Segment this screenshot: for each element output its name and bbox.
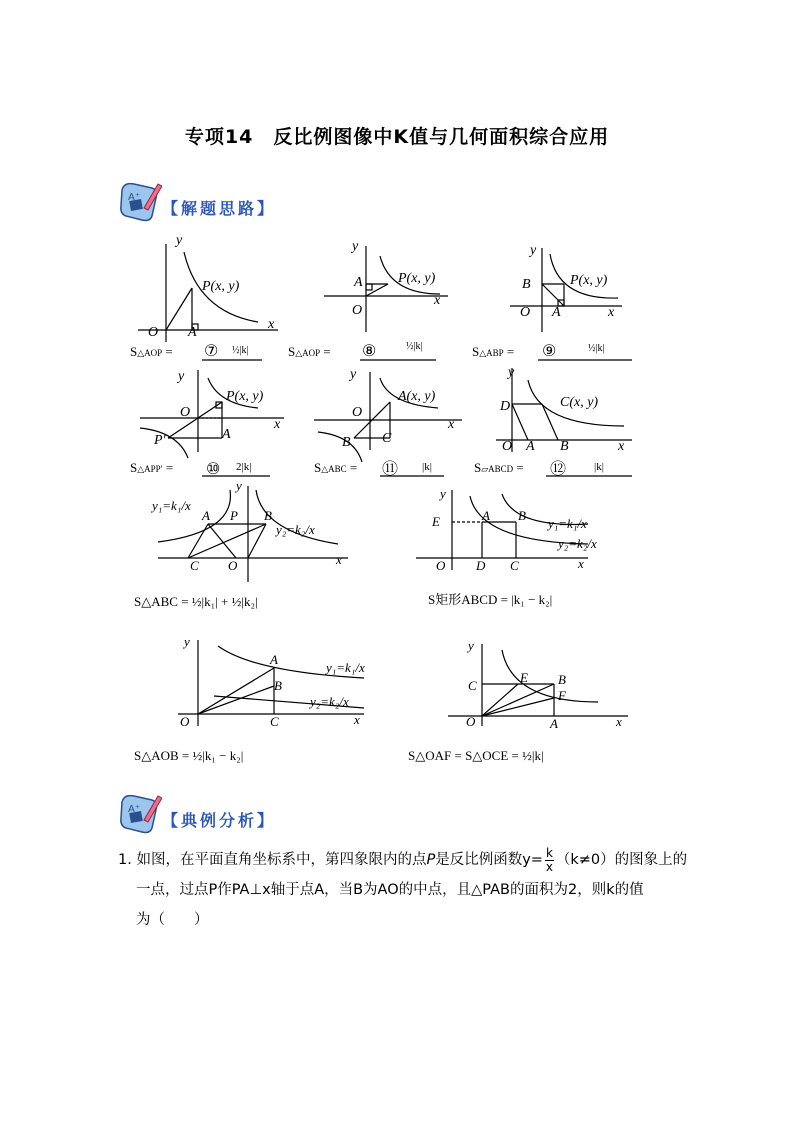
svg-text:y: y — [468, 638, 474, 653]
svg-text:C: C — [190, 558, 199, 573]
svg-text:y₂=k₂/x: y₂=k₂/x — [310, 694, 349, 709]
svg-text:x: x — [608, 305, 615, 320]
answer-f4: 2|k| — [236, 461, 252, 473]
svg-text:x: x — [336, 552, 342, 567]
svg-text:y: y — [176, 233, 183, 248]
figure-5 — [314, 367, 462, 478]
svg-text:A(x, y): A(x, y) — [398, 389, 436, 404]
svg-text:C: C — [510, 558, 519, 573]
svg-text:B: B — [518, 508, 526, 523]
num-f6: ⑫ — [550, 461, 567, 478]
y-equals: y= — [522, 852, 543, 868]
question-line-1 — [118, 845, 688, 875]
svg-text:y: y — [508, 365, 515, 380]
figure-2 — [288, 239, 448, 360]
svg-text:E: E — [520, 670, 528, 685]
svg-text:P(x, y): P(x, y) — [226, 389, 264, 404]
svg-text:A: A — [202, 508, 210, 523]
svg-text:x: x — [268, 317, 275, 332]
section-label: 【解题思路】 — [162, 199, 277, 218]
num-f2: ⑧ — [362, 343, 377, 360]
svg-text:y₂=k₂/x: y₂=k₂/x — [558, 536, 597, 551]
num-f4: ⑩ — [206, 461, 221, 478]
svg-text:P(x, y): P(x, y) — [202, 279, 240, 294]
question-line-2: 一点，过点P作PA⊥x轴于点A，当B为AO的中点，且△PAB的面积为2，则k的值 — [136, 882, 644, 898]
svg-text:P(x, y): P(x, y) — [570, 273, 608, 288]
answer-f5: |k| — [422, 461, 432, 473]
svg-text:x: x — [448, 417, 455, 432]
svg-text:x: x — [618, 439, 625, 454]
svg-text:A⁺: A⁺ — [128, 192, 141, 203]
formula-f1: S△AOP = — [130, 344, 173, 359]
svg-text:B: B — [342, 435, 351, 450]
svg-text:y₂=k₂/x: y₂=k₂/x — [276, 522, 315, 537]
question-line-3: 为（ ） — [136, 912, 209, 928]
svg-text:S△ABC =: S△ABC = — [314, 460, 358, 475]
pencil-note-icon — [118, 790, 162, 836]
num-f5: ⑪ — [382, 461, 399, 478]
question-text-b: 是反比例函数 — [435, 852, 523, 868]
figure-9 — [134, 634, 365, 763]
svg-text:C: C — [270, 714, 279, 729]
svg-text:x: x — [354, 712, 360, 727]
svg-text:x: x — [616, 714, 622, 729]
svg-text:P(x, y): P(x, y) — [398, 271, 436, 286]
svg-text:y: y — [236, 478, 242, 493]
fraction-k-over-x: $\frac{k}{x}$ — [545, 845, 553, 874]
condition: （k≠0） — [555, 852, 615, 868]
svg-text:y: y — [350, 367, 357, 382]
svg-text:C: C — [382, 431, 392, 446]
figure-3 — [472, 243, 632, 360]
figure-4 — [130, 369, 284, 478]
svg-text:F: F — [558, 688, 566, 703]
formula-f8: S矩形ABCD = |k₁ − k₂| — [428, 592, 553, 607]
svg-text:A: A — [526, 439, 535, 454]
svg-text:A⁺: A⁺ — [128, 804, 141, 815]
answer-f6: |k| — [594, 461, 604, 473]
svg-text:O: O — [502, 439, 513, 454]
svg-text:O: O — [352, 405, 363, 420]
svg-text:S▱ABCD =: S▱ABCD = — [474, 460, 524, 475]
formula-f9: S△AOB = ½|k₁ − k₂| — [134, 748, 244, 763]
figure-6 — [474, 365, 632, 478]
svg-text:O: O — [520, 305, 531, 320]
svg-text:B: B — [558, 672, 566, 687]
svg-text:y₁=k₁/x: y₁=k₁/x — [548, 516, 587, 531]
num-f3: ⑨ — [542, 343, 557, 360]
svg-text:P′: P′ — [154, 433, 166, 448]
question-text-c: 的图象上的 — [614, 852, 688, 868]
svg-text:C: C — [468, 678, 477, 693]
svg-text:y₁=k₁/x: y₁=k₁/x — [152, 498, 191, 513]
answer-f3: ½|k| — [588, 343, 605, 354]
figures-panel — [118, 232, 658, 777]
svg-text:C(x, y): C(x, y) — [560, 395, 599, 410]
page-title: 专项14 反比例图像中K值与几何面积综合应用 — [184, 126, 610, 148]
svg-text:A: A — [188, 325, 197, 340]
svg-text:B: B — [522, 277, 531, 292]
svg-text:P: P — [230, 508, 238, 523]
figure-7 — [134, 478, 348, 609]
point-p: P — [426, 852, 436, 868]
svg-text:A: A — [270, 652, 278, 667]
svg-text:A: A — [354, 275, 363, 290]
figure-1 — [130, 233, 278, 360]
pencil-note-icon — [118, 178, 162, 224]
svg-text:y: y — [184, 634, 190, 649]
formula-f7: S△ABC = ½|k₁| + ½|k₂| — [134, 594, 258, 609]
svg-text:y₁=k₁/x: y₁=k₁/x — [326, 660, 365, 675]
svg-text:A: A — [552, 305, 561, 320]
svg-text:A: A — [482, 508, 490, 523]
svg-text:y: y — [352, 239, 359, 254]
svg-text:O: O — [352, 303, 363, 318]
answer-f2: ½|k| — [406, 341, 423, 352]
svg-text:x: x — [578, 556, 584, 571]
question-number: 1. — [118, 852, 132, 868]
section-label: 【典例分析】 — [162, 811, 277, 830]
svg-text:D: D — [476, 558, 486, 573]
svg-text:y: y — [178, 369, 185, 384]
svg-text:B: B — [560, 439, 569, 454]
figure-10 — [408, 638, 628, 763]
svg-text:y: y — [530, 243, 537, 258]
svg-text:E: E — [432, 514, 440, 529]
svg-text:O: O — [148, 325, 159, 340]
svg-text:O: O — [436, 558, 446, 573]
svg-text:y: y — [440, 486, 446, 501]
svg-text:O: O — [228, 558, 238, 573]
svg-text:S△APP′ =: S△APP′ = — [130, 460, 174, 475]
question-text-a: 如图，在平面直角坐标系中，第四象限内的点 — [136, 852, 427, 868]
svg-text:D: D — [500, 399, 511, 414]
svg-text:S△AOP =: S△AOP = — [288, 344, 331, 359]
svg-text:x: x — [274, 417, 281, 432]
formula-f10: S△OAF = S△OCE = ½|k| — [408, 748, 544, 763]
figure-8 — [416, 486, 597, 607]
svg-text:A: A — [550, 716, 558, 731]
answer-f1: ½|k| — [232, 345, 249, 356]
svg-text:B: B — [264, 508, 272, 523]
svg-text:O: O — [466, 714, 476, 729]
svg-text:A: A — [222, 427, 231, 442]
svg-text:S△ABP =: S△ABP = — [472, 344, 515, 359]
svg-text:O: O — [180, 714, 190, 729]
svg-text:B: B — [274, 678, 282, 693]
svg-text:x: x — [434, 293, 441, 308]
svg-text:O: O — [180, 405, 191, 420]
question-1 — [118, 845, 688, 935]
num-f1: ⑦ — [204, 343, 219, 360]
